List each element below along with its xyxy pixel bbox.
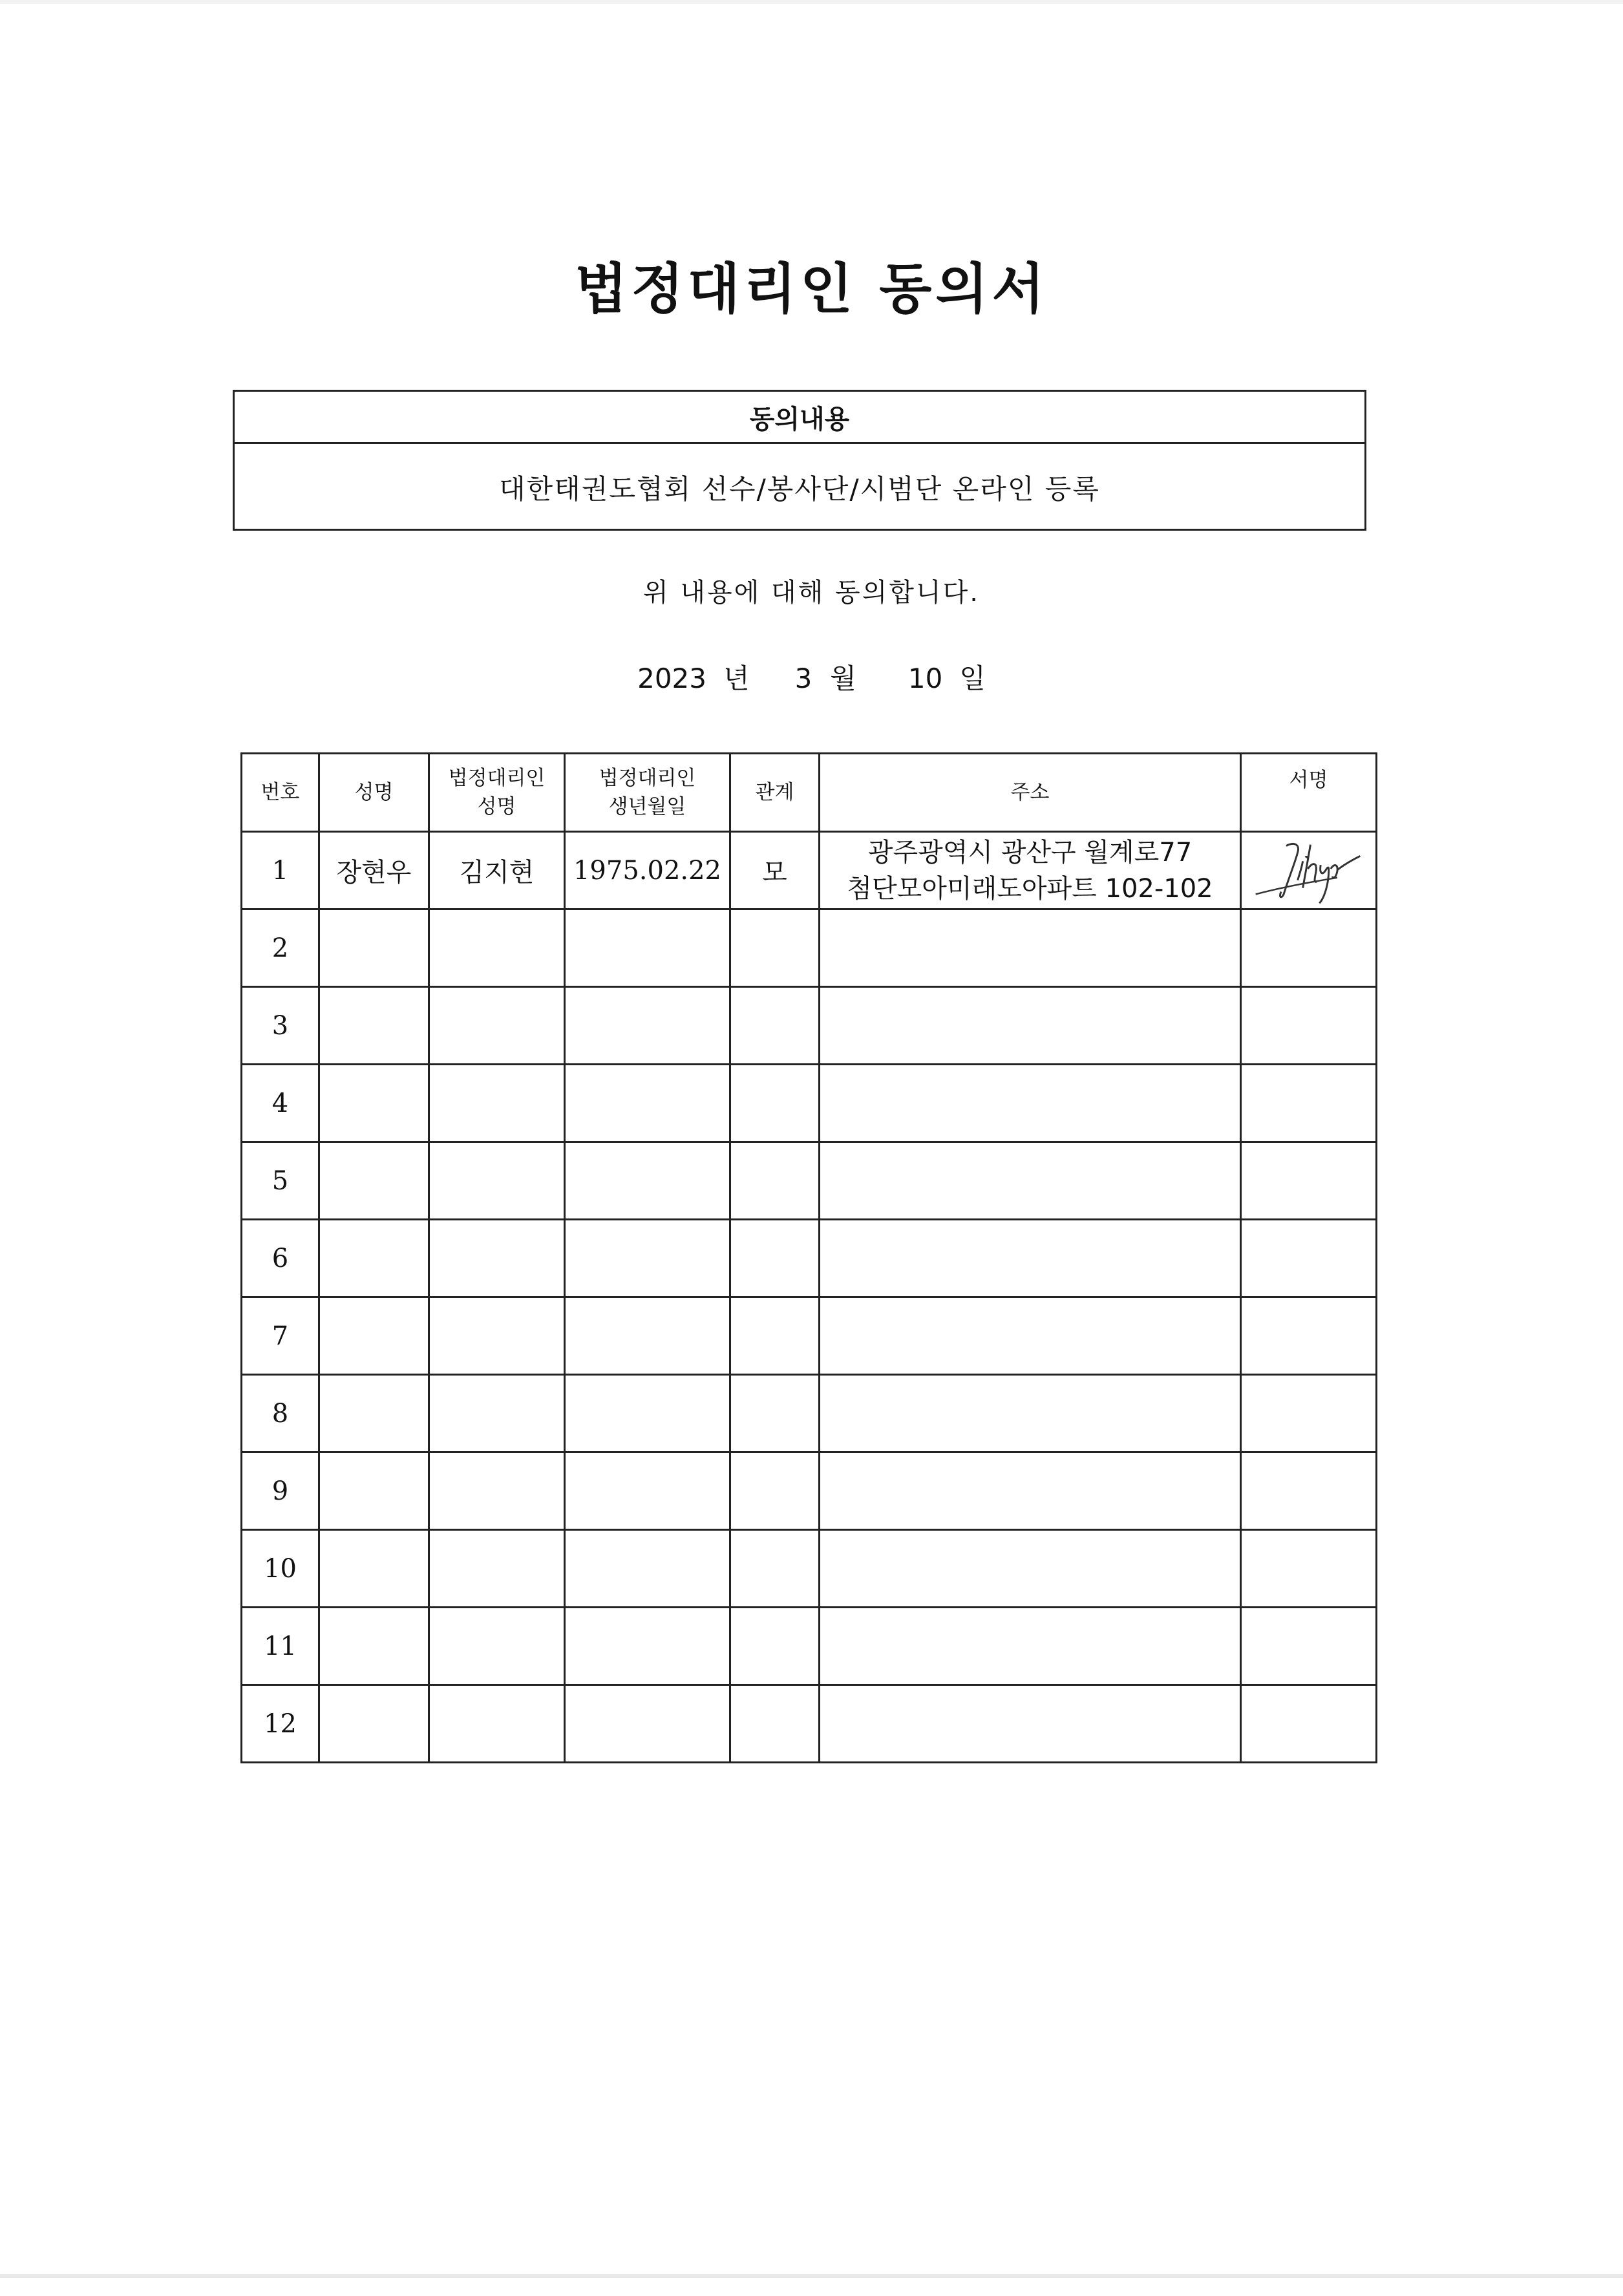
header-guardian-name (429, 754, 565, 832)
date-month: 3 (794, 663, 812, 694)
row-address (820, 1220, 1241, 1297)
agreement-text: 위 내용에 대해 동의합니다. (643, 578, 980, 608)
row-guardian-birth (565, 1685, 730, 1763)
table-row (242, 1375, 1377, 1452)
date-day: 10 (907, 663, 943, 694)
table-header-row (242, 754, 1377, 832)
date-year-unit: 년 (723, 663, 750, 694)
date-month-unit: 월 (830, 663, 856, 694)
row-name (319, 1530, 429, 1608)
row-number: 11 (242, 1608, 319, 1685)
date-year: 2023 (637, 663, 706, 694)
row-relation (730, 1297, 820, 1375)
row-number: 5 (242, 1142, 319, 1220)
row-relation (730, 1685, 820, 1763)
row-guardian-birth (565, 1375, 730, 1452)
date-line (0, 657, 1623, 696)
header-guardian-name-line1: 법정대리인 (448, 767, 546, 790)
row-number: 12 (242, 1685, 319, 1763)
row-address (820, 1685, 1241, 1763)
row-number: 2 (242, 909, 319, 987)
row-relation (730, 1452, 820, 1530)
row-guardian-birth (565, 1142, 730, 1220)
row-address (820, 1142, 1241, 1220)
row-guardian-name (429, 1297, 565, 1375)
row-name (319, 1375, 429, 1452)
consent-header: 동의내용 (235, 392, 1364, 444)
row-number: 7 (242, 1297, 319, 1375)
row-name (319, 1452, 429, 1530)
table-row (242, 1220, 1377, 1297)
header-relation: 관계 (730, 754, 820, 832)
consent-box (233, 390, 1366, 531)
table-row (242, 909, 1377, 987)
row-relation (730, 987, 820, 1065)
scan-edge-top (0, 0, 1623, 4)
row-name (319, 1608, 429, 1685)
table-row (242, 1452, 1377, 1530)
row-name (319, 909, 429, 987)
row-guardian-birth (565, 1065, 730, 1142)
header-signature: 서명 (1241, 754, 1377, 832)
row-address (820, 1608, 1241, 1685)
row-number: 1 (242, 832, 319, 909)
row-guardian-name (429, 1452, 565, 1530)
header-number: 번호 (242, 754, 319, 832)
header-guardian-name-line2: 성명 (477, 795, 516, 818)
consent-content: 대한태권도협회 선수/봉사단/시범단 온라인 등록 (499, 473, 1100, 505)
row-signature (1241, 1685, 1377, 1763)
row-address (820, 832, 1241, 909)
row-name (319, 1142, 429, 1220)
row-guardian-birth: 1975.02.22 (565, 832, 730, 909)
row-signature (1241, 1065, 1377, 1142)
table-row (242, 1530, 1377, 1608)
row-name (319, 1297, 429, 1375)
row-relation (730, 1142, 820, 1220)
header-guardian-birth-line2: 생년월일 (608, 795, 686, 818)
header-name: 성명 (319, 754, 429, 832)
row-guardian-name (429, 1220, 565, 1297)
header-address: 주소 (820, 754, 1241, 832)
row-signature (1241, 909, 1377, 987)
row-signature (1241, 1220, 1377, 1297)
header-guardian-birth-line1: 법정대리인 (599, 767, 696, 790)
scan-edge-bottom (0, 2274, 1623, 2278)
row-guardian-birth (565, 1297, 730, 1375)
table-row (242, 1297, 1377, 1375)
row-address (820, 987, 1241, 1065)
row-guardian-name (429, 1065, 565, 1142)
row-address-line1: 광주광역시 광산구 월계로77 (867, 837, 1193, 867)
date-day-unit: 일 (959, 663, 986, 694)
row-name (319, 1065, 429, 1142)
row-number: 10 (242, 1530, 319, 1608)
handwritten-signature (1242, 833, 1375, 908)
row-guardian-birth (565, 1608, 730, 1685)
row-address (820, 909, 1241, 987)
row-signature (1241, 832, 1377, 909)
row-number: 3 (242, 987, 319, 1065)
row-guardian-name (429, 1142, 565, 1220)
row-name (319, 987, 429, 1065)
row-signature (1241, 1530, 1377, 1608)
row-guardian-birth (565, 1452, 730, 1530)
row-signature (1241, 1375, 1377, 1452)
row-relation (730, 1530, 820, 1608)
table-row (242, 987, 1377, 1065)
row-name: 장현우 (319, 832, 429, 909)
row-relation (730, 909, 820, 987)
row-guardian-birth (565, 1530, 730, 1608)
row-guardian-name (429, 987, 565, 1065)
table-row (242, 1608, 1377, 1685)
row-relation (730, 1220, 820, 1297)
row-guardian-name (429, 1375, 565, 1452)
table-row (242, 832, 1377, 909)
row-name (319, 1685, 429, 1763)
row-guardian-name (429, 1685, 565, 1763)
row-guardian-birth (565, 909, 730, 987)
row-address (820, 1297, 1241, 1375)
guardian-table (240, 752, 1377, 1763)
row-guardian-name (429, 1608, 565, 1685)
row-signature (1241, 1297, 1377, 1375)
header-guardian-birth (565, 754, 730, 832)
row-signature (1241, 1142, 1377, 1220)
row-relation: 모 (730, 832, 820, 909)
row-address (820, 1065, 1241, 1142)
table-row (242, 1685, 1377, 1763)
row-address (820, 1452, 1241, 1530)
row-relation (730, 1608, 820, 1685)
row-guardian-name (429, 909, 565, 987)
row-guardian-birth (565, 987, 730, 1065)
row-number: 6 (242, 1220, 319, 1297)
row-address (820, 1375, 1241, 1452)
row-address-line2: 첨단모아미래도아파트 102-102 (847, 873, 1213, 904)
row-address (820, 1530, 1241, 1608)
row-guardian-birth (565, 1220, 730, 1297)
row-number: 8 (242, 1375, 319, 1452)
row-signature (1241, 987, 1377, 1065)
table-row (242, 1142, 1377, 1220)
row-number: 9 (242, 1452, 319, 1530)
row-name (319, 1220, 429, 1297)
row-guardian-name: 김지현 (429, 832, 565, 909)
row-signature (1241, 1608, 1377, 1685)
row-number: 4 (242, 1065, 319, 1142)
row-guardian-name (429, 1530, 565, 1608)
row-relation (730, 1065, 820, 1142)
row-signature (1241, 1452, 1377, 1530)
document-title: 법정대리인 동의서 (575, 257, 1048, 321)
row-relation (730, 1375, 820, 1452)
table-row (242, 1065, 1377, 1142)
